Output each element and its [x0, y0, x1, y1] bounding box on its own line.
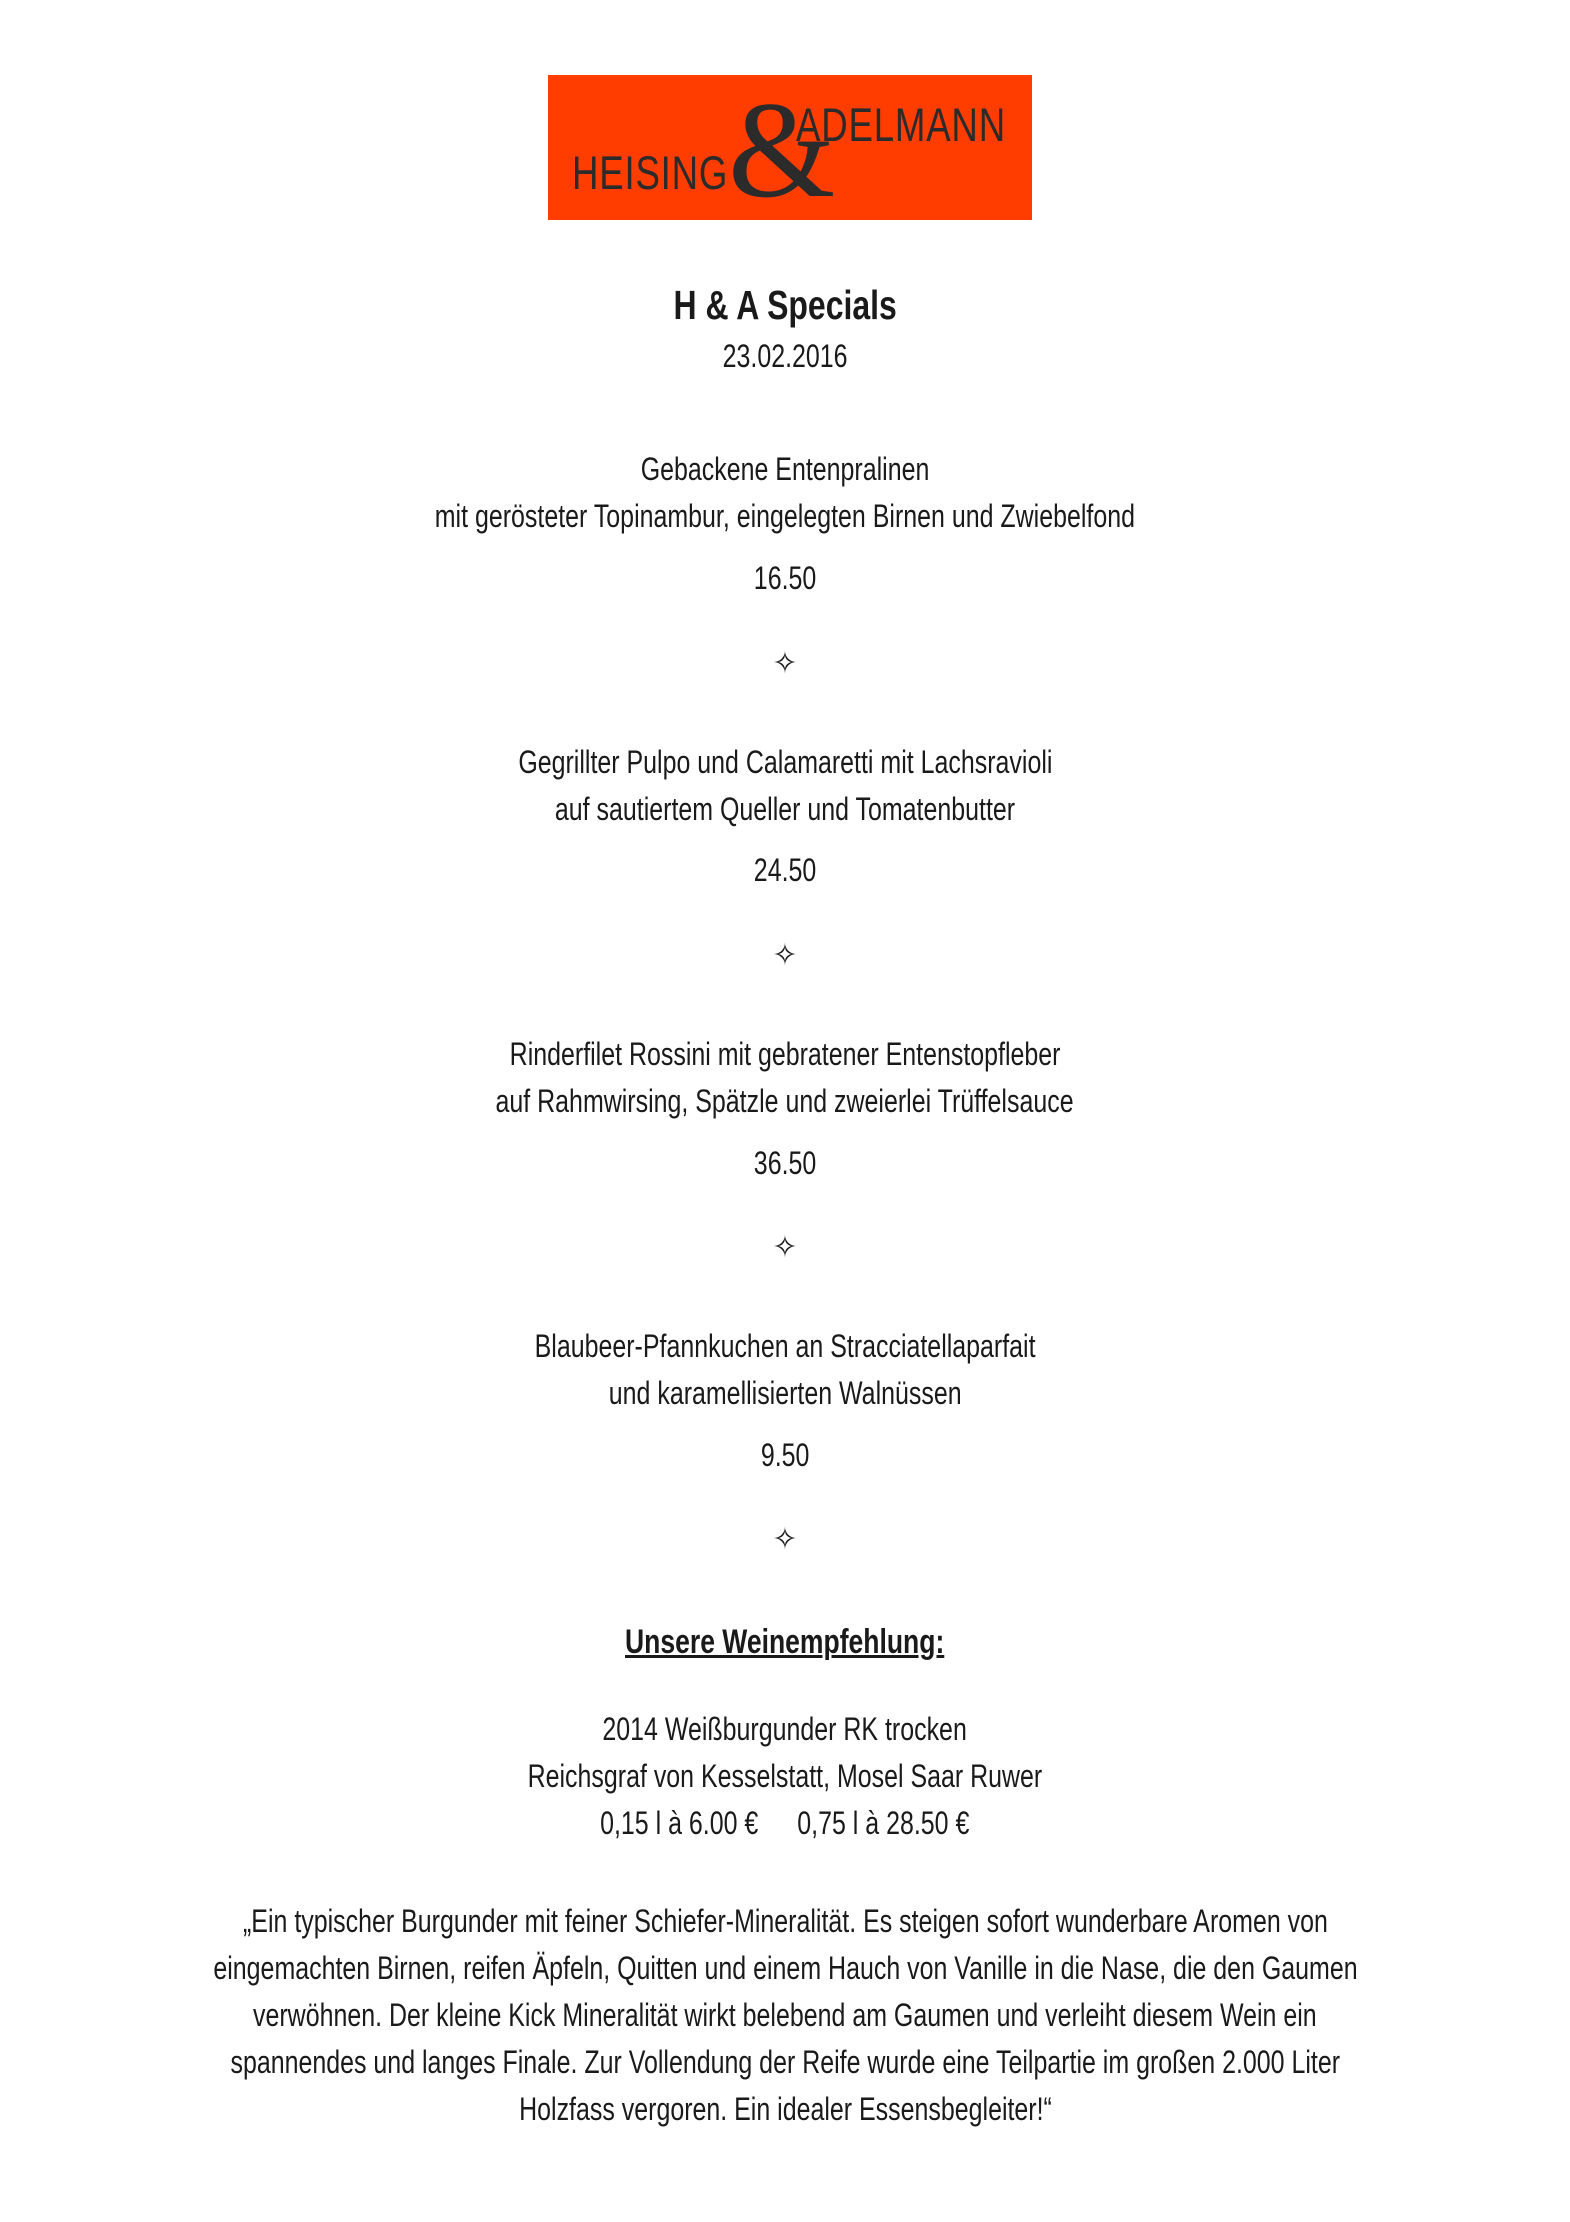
menu-date	[0, 336, 1570, 376]
logo-ampersand: &	[728, 75, 836, 220]
separator-star-icon: ✧	[772, 938, 798, 973]
quote-line	[0, 1992, 1570, 2039]
menu-title-text: H & A Specials	[673, 282, 897, 328]
dish-3-description	[0, 1078, 1570, 1124]
quote-line-2: eingemachten Birnen, reifen Äpfeln, Quitten und einem Hauch von Vanille in die Nase, die den Gaumen	[212, 1950, 1358, 1986]
dish-1-name	[0, 446, 1570, 492]
wine-name	[0, 1706, 1570, 1753]
dish-2-name	[0, 739, 1570, 785]
quote-line	[0, 1945, 1570, 1992]
wine-name-text: 2014 Weißburgunder RK trocken	[602, 1711, 968, 1747]
wine-heading	[0, 1620, 1570, 1664]
dish-2-price-text: 24.50	[753, 852, 817, 888]
dish-4-description	[0, 1370, 1570, 1416]
quote-line	[0, 2086, 1570, 2133]
dish-1-description	[0, 493, 1570, 539]
wine-prices-row	[600, 1800, 969, 1847]
dish-2-name-text: Gegrillter Pulpo und Calamaretti mit Lachsravioli	[517, 744, 1053, 780]
dish-2-description-text: auf sautiertem Queller und Tomatenbutter	[554, 791, 1016, 827]
dish-2-price	[0, 850, 1570, 890]
wine-prices	[0, 1800, 1570, 1847]
separator-star-icon: ✧	[772, 1522, 798, 1557]
dish-4-name	[0, 1323, 1570, 1369]
dish-1-price-text: 16.50	[753, 560, 817, 596]
dish-3-price	[0, 1143, 1570, 1183]
dish-2-description	[0, 786, 1570, 832]
brand-logo	[548, 75, 1032, 220]
dish-4-price-text: 9.50	[760, 1437, 810, 1473]
dish-4-price	[0, 1435, 1570, 1475]
wine-description-quote	[0, 1898, 1570, 2133]
quote-line	[0, 1898, 1570, 1945]
wine-price-large: 0,75 l à 28.50 €	[797, 1805, 970, 1841]
dish-4-name-text: Blaubeer-Pfannkuchen an Stracciatellaparfait	[534, 1328, 1036, 1364]
dish-3-name	[0, 1031, 1570, 1077]
separator-star-icon: ✧	[772, 1230, 798, 1265]
quote-line-4: spannendes und langes Finale. Zur Vollendung der Reife wurde eine Teilpartie im großen 2.000 Liter	[230, 2044, 1340, 2080]
quote-line-3: verwöhnen. Der kleine Kick Mineralität wirkt belebend am Gaumen und verleiht diesem Wein ein	[253, 1997, 1317, 2033]
dish-1-name-text: Gebackene Entenpralinen	[640, 451, 930, 487]
wine-producer	[0, 1753, 1570, 1800]
menu-title	[0, 280, 1570, 330]
wine-heading-text: Unsere Weinempfehlung:	[625, 1623, 945, 1661]
wine-producer-text: Reichsgraf von Kesselstatt, Mosel Saar Ruwer	[527, 1758, 1043, 1794]
menu-date-text: 23.02.2016	[722, 338, 848, 374]
wine-price-small: 0,15 l à 6.00 €	[600, 1805, 759, 1841]
quote-line-1: „Ein typischer Burgunder mit feiner Schiefer-Mineralität. Es steigen sofort wunderbare Aromen von	[242, 1903, 1328, 1939]
dish-4-description-text: und karamellisierten Walnüssen	[608, 1375, 962, 1411]
logo-word-adelmann: ADELMANN	[796, 98, 1006, 151]
dish-1-price	[0, 558, 1570, 598]
quote-line-5: Holzfass vergoren. Ein idealer Essensbegleiter!“	[518, 2091, 1052, 2127]
dish-3-description-text: auf Rahmwirsing, Spätzle und zweierlei Trüffelsauce	[495, 1083, 1075, 1119]
dish-3-price-text: 36.50	[753, 1145, 817, 1181]
dish-1-description-text: mit gerösteter Topinambur, eingelegten Birnen und Zwiebelfond	[434, 498, 1136, 534]
dish-3-name-text: Rinderfilet Rossini mit gebratener Entenstopfleber	[509, 1036, 1061, 1072]
logo-word-heising: HEISING	[572, 146, 729, 199]
separator-star-icon: ✧	[772, 646, 798, 681]
quote-line	[0, 2039, 1570, 2086]
